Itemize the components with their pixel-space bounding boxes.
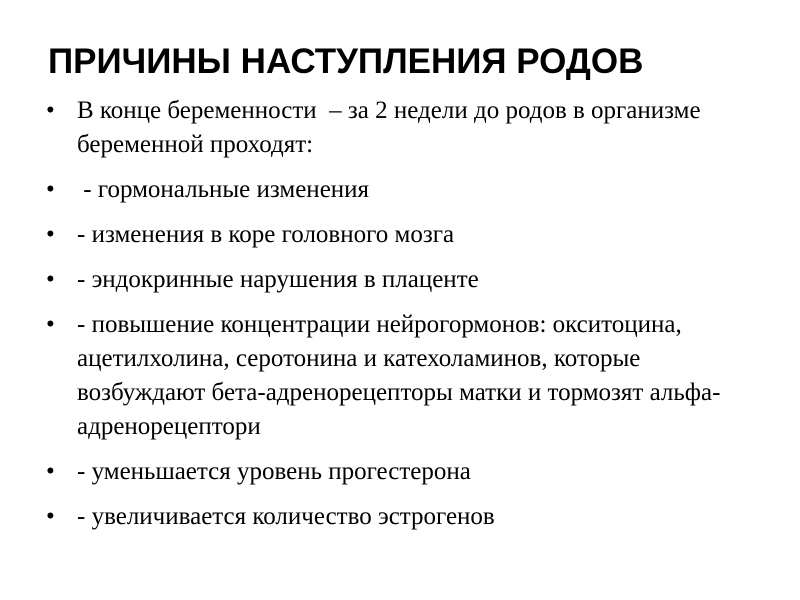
bullet-item	[46, 308, 736, 444]
bullet-item	[46, 500, 736, 534]
bullet-text: - повышение концентрации нейрогормонов: окситоцина, ацетилхолина, серотонина и катехоламинов, которые возбуждают бета-адренорецепторы матки и тормозят альфа-адренорецептори	[77, 311, 721, 440]
bullet-text: - гормональные изменения	[77, 176, 370, 203]
bullet-dot-icon: •	[46, 503, 55, 530]
bullet-text: - уменьшается уровень прогестерона	[77, 458, 471, 485]
bullet-dot-icon: •	[46, 458, 55, 485]
bullet-dot-icon: •	[46, 311, 55, 338]
bullet-text: В конце беременности – за 2 недели до родов в организме беременной проходят:	[77, 97, 707, 158]
bullet-list	[46, 94, 736, 545]
bullet-dot-icon: •	[46, 221, 55, 248]
bullet-item	[46, 263, 736, 297]
bullet-dot-icon: •	[46, 97, 55, 124]
bullet-text: - изменения в коре головного мозга	[77, 221, 455, 248]
slide-title: ПРИЧИНЫ НАСТУПЛЕНИЯ РОДОВ	[48, 42, 644, 81]
bullet-item	[46, 94, 736, 162]
bullet-text: - эндокринные нарушения в плаценте	[77, 266, 479, 293]
bullet-item	[46, 173, 736, 207]
bullet-dot-icon: •	[46, 266, 55, 293]
bullet-text: - увеличивается количество эстрогенов	[77, 503, 495, 530]
bullet-dot-icon: •	[46, 176, 55, 203]
bullet-item	[46, 218, 736, 252]
bullet-item	[46, 455, 736, 489]
